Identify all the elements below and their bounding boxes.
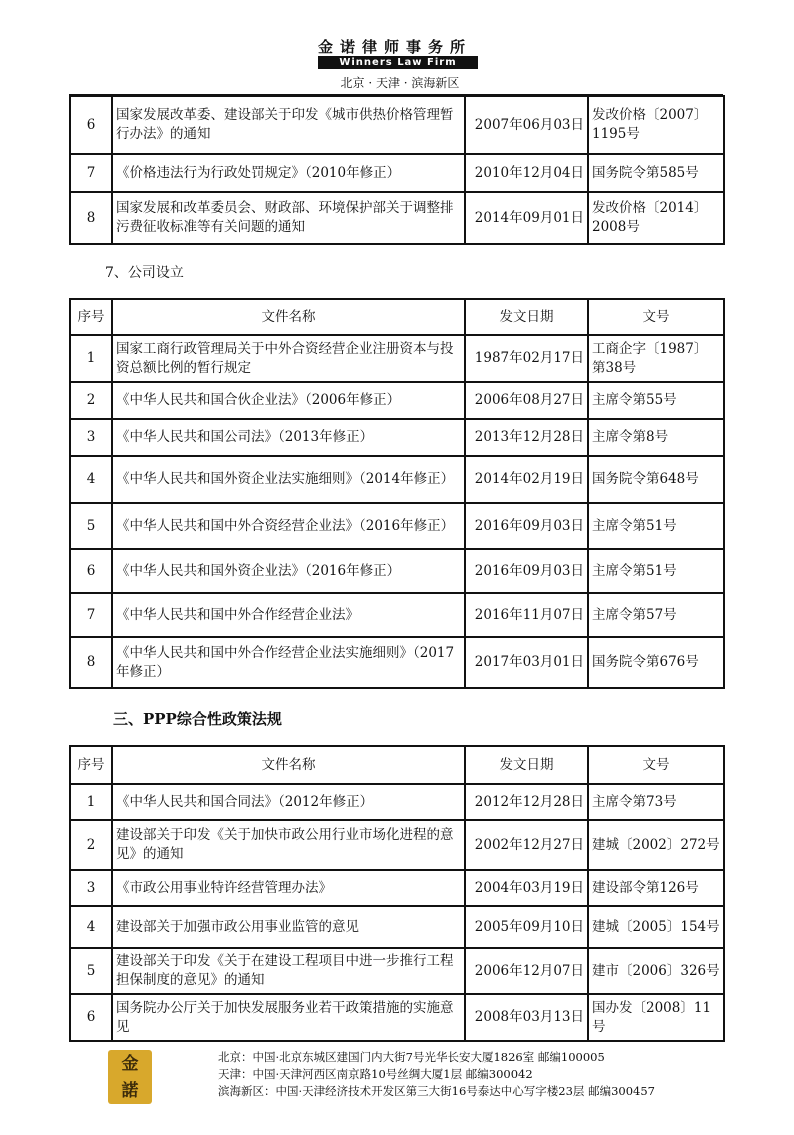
document-number: 建设部令第126号 (588, 870, 724, 906)
document-name: 《中华人民共和国合同法》（2012年修正） (112, 784, 465, 820)
column-header-no: 序号 (70, 299, 112, 335)
table-row (70, 784, 724, 820)
issue-date: 2010年12月04日 (465, 154, 588, 192)
document-name: 国务院办公厅关于加快发展服务业若干政策措施的实施意见 (112, 994, 465, 1041)
issue-date: 2016年09月03日 (465, 549, 588, 593)
table-row (70, 503, 724, 549)
document-number: 主席令第51号 (588, 549, 724, 593)
firm-name-en: Winners Law Firm (318, 56, 478, 69)
firm-name-cn: 金诺律师事务所 (318, 38, 473, 56)
document-name: 国家工商行政管理局关于中外合资经营企业注册资本与投资总额比例的暂行规定 (112, 335, 465, 382)
table-row (70, 549, 724, 593)
column-header-doc: 文号 (588, 746, 724, 784)
seal-char-1: 金 (121, 1054, 139, 1074)
address-binhai: 滨海新区：中国·天津经济技术开发区第三大街16号泰达中心写字楼23层 邮编300457 (218, 1084, 655, 1098)
footer-addresses (218, 1049, 655, 1100)
row-number: 5 (70, 948, 112, 994)
document-number: 主席令第57号 (588, 593, 724, 637)
document-number: 发改价格〔2014〕2008号 (588, 192, 724, 244)
document-number: 发改价格〔2007〕1195号 (588, 96, 724, 154)
table-row (70, 382, 724, 419)
row-number: 4 (70, 906, 112, 948)
document-name: 《中华人民共和国外资企业法实施细则》（2014年修正） (112, 456, 465, 503)
issue-date: 2014年09月01日 (465, 192, 588, 244)
document-number: 国务院令第648号 (588, 456, 724, 503)
issue-date: 2012年12月28日 (465, 784, 588, 820)
issue-date: 2013年12月28日 (465, 419, 588, 456)
document-name: 《价格违法行为行政处罚规定》（2010年修正） (112, 154, 465, 192)
table-row (70, 820, 724, 870)
table-row (70, 637, 724, 688)
issue-date: 2002年12月27日 (465, 820, 588, 870)
table-row (70, 419, 724, 456)
table-price-regulation (69, 95, 725, 245)
document-number: 主席令第55号 (588, 382, 724, 419)
document-name: 国家发展和改革委员会、财政部、环境保护部关于调整排污费征收标准等有关问题的通知 (112, 192, 465, 244)
column-header-name: 文件名称 (112, 299, 465, 335)
document-name: 《中华人民共和国公司法》（2013年修正） (112, 419, 465, 456)
table-row (70, 593, 724, 637)
issue-date: 2004年03月19日 (465, 870, 588, 906)
column-header-date: 发文日期 (465, 746, 588, 784)
seal-char-2: 諾 (121, 1081, 139, 1101)
document-name: 《中华人民共和国中外合资经营企业法》（2016年修正） (112, 503, 465, 549)
table-row (70, 994, 724, 1041)
address-tianjin: 天津：中国·天津河西区南京路10号丝绸大厦1层 邮编300042 (218, 1067, 533, 1081)
row-number: 3 (70, 870, 112, 906)
document-name: 《市政公用事业特许经营管理办法》 (112, 870, 465, 906)
document-number: 国务院令第676号 (588, 637, 724, 688)
document-name: 国家发展改革委、建设部关于印发《城市供热价格管理暂行办法》的通知 (112, 96, 465, 154)
row-number: 8 (70, 637, 112, 688)
table-row (70, 906, 724, 948)
document-name: 《中华人民共和国中外合作经营企业法》 (112, 593, 465, 637)
table-header-row (70, 746, 724, 784)
document-number: 主席令第8号 (588, 419, 724, 456)
row-number: 7 (70, 154, 112, 192)
document-number: 主席令第51号 (588, 503, 724, 549)
document-number: 工商企字〔1987〕第38号 (588, 335, 724, 382)
document-name: 《中华人民共和国合伙企业法》（2006年修正） (112, 382, 465, 419)
table-row (70, 96, 724, 154)
table-row (70, 335, 724, 382)
document-number: 建城〔2005〕154号 (588, 906, 724, 948)
row-number: 1 (70, 784, 112, 820)
issue-date: 2008年03月13日 (465, 994, 588, 1041)
table-row (70, 192, 724, 244)
row-number: 8 (70, 192, 112, 244)
row-number: 6 (70, 994, 112, 1041)
column-header-date: 发文日期 (465, 299, 588, 335)
document-number: 建市〔2006〕326号 (588, 948, 724, 994)
issue-date: 1987年02月17日 (465, 335, 588, 382)
row-number: 5 (70, 503, 112, 549)
table-header-row (70, 299, 724, 335)
table-company-establishment (69, 298, 725, 689)
issue-date: 2016年11月07日 (465, 593, 588, 637)
table-row (70, 870, 724, 906)
office-cities: 北京 · 天津 · 滨海新区 (340, 76, 460, 90)
section-heading: 三、PPP综合性政策法规 (113, 710, 282, 728)
document-name: 建设部关于印发《关于在建设工程项目中进一步推行工程担保制度的意见》的通知 (112, 948, 465, 994)
table-row (70, 154, 724, 192)
issue-date: 2016年09月03日 (465, 503, 588, 549)
issue-date: 2014年02月19日 (465, 456, 588, 503)
row-number: 6 (70, 549, 112, 593)
row-number: 7 (70, 593, 112, 637)
table-row (70, 456, 724, 503)
row-number: 6 (70, 96, 112, 154)
table-ppp-policy (69, 745, 725, 1042)
column-header-no: 序号 (70, 746, 112, 784)
row-number: 3 (70, 419, 112, 456)
column-header-doc: 文号 (588, 299, 724, 335)
address-beijing: 北京：中国·北京东城区建国门内大街7号光华长安大厦1826室 邮编100005 (218, 1050, 605, 1064)
document-name: 《中华人民共和国外资企业法》（2016年修正） (112, 549, 465, 593)
subsection-heading: 7、公司设立 (105, 265, 184, 281)
document-number: 主席令第73号 (588, 784, 724, 820)
row-number: 4 (70, 456, 112, 503)
issue-date: 2006年08月27日 (465, 382, 588, 419)
document-name: 《中华人民共和国中外合作经营企业法实施细则》（2017年修正） (112, 637, 465, 688)
row-number: 2 (70, 820, 112, 870)
document-name: 建设部关于印发《关于加快市政公用行业市场化进程的意见》的通知 (112, 820, 465, 870)
issue-date: 2017年03月01日 (465, 637, 588, 688)
issue-date: 2006年12月07日 (465, 948, 588, 994)
firm-seal-logo (108, 1050, 152, 1104)
table-row (70, 948, 724, 994)
row-number: 2 (70, 382, 112, 419)
document-number: 国务院令第585号 (588, 154, 724, 192)
issue-date: 2005年09月10日 (465, 906, 588, 948)
row-number: 1 (70, 335, 112, 382)
issue-date: 2007年06月03日 (465, 96, 588, 154)
document-name: 建设部关于加强市政公用事业监管的意见 (112, 906, 465, 948)
document-number: 建城〔2002〕272号 (588, 820, 724, 870)
column-header-name: 文件名称 (112, 746, 465, 784)
document-number: 国办发〔2008〕11号 (588, 994, 724, 1041)
